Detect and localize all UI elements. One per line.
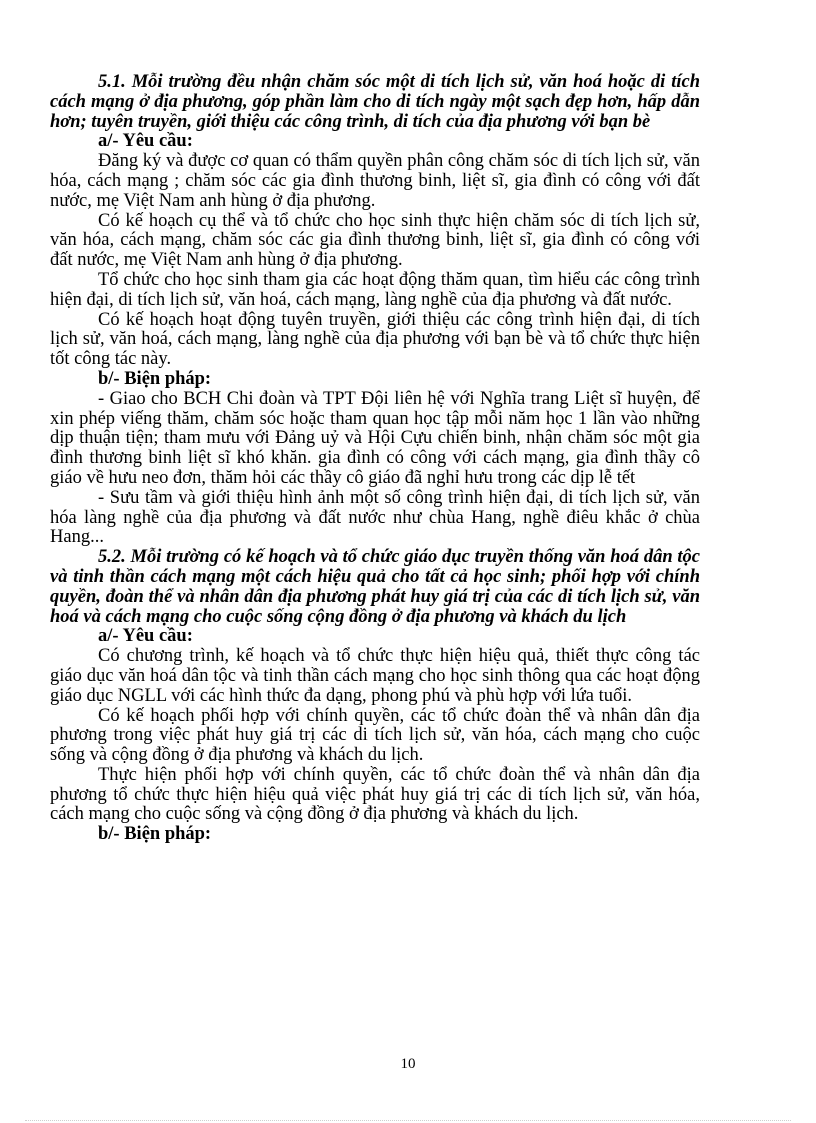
section-5-1-requirement-1: Đăng ký và được cơ quan có thẩm quyền phân công chăm sóc di tích lịch sử, văn hóa, cách mạng ; chăm sóc các gia đình thương binh, liệt sĩ, gia đình có công với đất nước, mẹ Việt Nam anh hùng ở địa phương. [50,151,700,211]
section-5-2-requirement-1: Có chương trình, kế hoạch và tổ chức thực hiện hiệu quả, thiết thực công tác giáo dục văn hoá dân tộc và tinh thần cách mạng cho học sinh thông qua các hoạt động giáo dục NGLL với các hình thức đa dạng, phong phú và phù hợp với lứa tuổi. [50,646,700,706]
section-5-1-requirement-3: Tổ chức cho học sinh tham gia các hoạt động thăm quan, tìm hiểu các công trình hiện đại, di tích lịch sử, văn hoá, cách mạng, làng nghề của địa phương và đất nước. [50,269,700,310]
section-5-1-measures-label: b/- Biện pháp: [98,368,212,389]
page-number: 10 [400,1056,416,1072]
section-5-2-measures-label: b/- Biện pháp: [98,824,212,845]
section-5-1-measure-2: - Sưu tầm và giới thiệu hình ảnh một số công trình hiện đại, di tích lịch sử, văn hóa làng nghề của địa phương và đất nước như chùa Hang, nghề điêu khắc ở chùa Hang... [50,487,700,548]
section-5-2-requirement-3: Thực hiện phối hợp với chính quyền, các tổ chức đoàn thể và nhân dân địa phương tổ chức thực hiện hiệu quả việc phát huy giá trị các di tích lịch sử, văn hóa, cách mạng cho cuộc sống và cộng đồng ở địa phương và khách du lịch. [50,764,700,825]
section-5-1-requirements-label: a/- Yêu cầu: [98,131,193,152]
page-bottom-divider [25,1120,791,1121]
section-5-1-measure-1: - Giao cho BCH Chi đoàn và TPT Đội liên hệ với Nghĩa trang Liệt sĩ huyện, để xin phép viếng thăm, chăm sóc hoặc tham quan học tập mỗi năm học 1 lần vào những dịp thuận tiện; tham mưu với Đảng uỷ và Hội Cựu chiến binh, nhận chăm sóc một gia đình thương binh liệt sĩ khó khăn. gia đình có công với cách mạng, gia đình thầy cô giáo về hưu neo đơn, thăm hỏi các thầy cô giáo đã nghỉ hưu trong các dịp lễ tết [50,388,700,488]
section-5-2-heading: 5.2. Mỗi trường có kế hoạch và tổ chức giáo dục truyền thống văn hoá dân tộc và tinh thần cách mạng một cách hiệu quả cho tất cả học sinh; phối hợp với chính quyền, đoàn thể và nhân dân địa phương phát huy giá trị của các di tích lịch sử, văn hoá và cách mạng cho cuộc sống cộng đồng ở địa phương và khách du lịch [50,547,700,627]
document-body [50,73,700,845]
section-5-2-requirement-2: Có kế hoạch phối hợp với chính quyền, các tổ chức đoàn thể và nhân dân địa phương trong việc phát huy giá trị các di tích lịch sử, văn hóa, cách mạng cho cuộc sống và cộng đồng ở địa phương và khách du lịch. [50,705,700,766]
section-5-1-requirement-2: Có kế hoạch cụ thể và tổ chức cho học sinh thực hiện chăm sóc di tích lịch sử, văn hóa, cách mạng, chăm sóc các gia đình thương binh, liệt sĩ, gia đình có công với đất nước, mẹ Việt Nam anh hùng ở địa phương. [50,210,700,271]
section-5-2-requirements-label: a/- Yêu cầu: [98,626,193,647]
section-5-1-requirement-4: Có kế hoạch hoạt động tuyên truyền, giới thiệu các công trình hiện đại, di tích lịch sử, văn hoá, cách mạng, làng nghề của địa phương với bạn bè và tổ chức thực hiện tốt công tác này. [50,309,700,370]
section-5-1-heading: 5.1. Mỗi trường đều nhận chăm sóc một di tích lịch sử, văn hoá hoặc di tích cách mạng ở địa phương, góp phần làm cho di tích ngày một sạch đẹp hơn, hấp dẫn hơn; tuyên truyền, giới thiệu các công trình, di tích của địa phương với bạn bè [50,72,700,132]
